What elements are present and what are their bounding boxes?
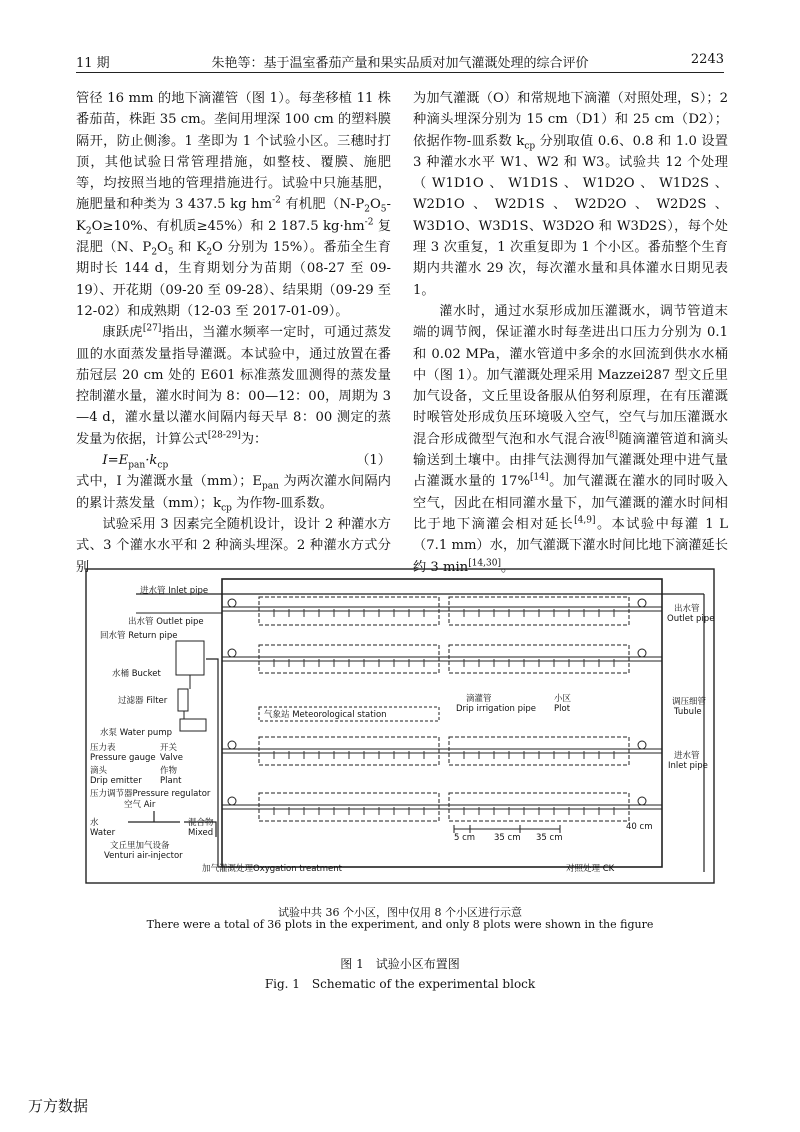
citation: [27] — [142, 323, 162, 334]
label-oxygation: 加气灌溉处理Oxygation treatment — [202, 864, 342, 874]
label-water-pump: 水泵 Water pump — [100, 728, 172, 738]
figure-caption-en: Fig. 1 Schematic of the experimental block — [264, 977, 536, 991]
label-mixed-en: Mixed — [188, 828, 214, 838]
paragraph: 康跃虎[27]指出，当灌水频率一定时，可通过蒸发皿的水面蒸发量指导灌溉。本试验中，通过放置在番茄冠层 20 cm 处的 E601 标准蒸发皿测得的蒸发量控制灌水量，灌水时间为 8：00—12：00，周期为 3—4 d，灌水量以灌水间隔内每天早 8：00 测定的蒸发量为依据，计算公式[28-29]为： — [76, 323, 392, 447]
paragraph: 式中，I 为灌溉水量（mm）；$E_{pan}$ 为两次灌水间隔内的累计蒸发量（mm）；$k_{cp}$ 为作物-皿系数。 — [76, 474, 391, 514]
citation: [8] — [605, 430, 619, 441]
label-inlet-right-cn: 进水管 — [674, 751, 700, 761]
figure-note-cn: 试验中共 36 个小区，图中仅用 8 个小区进行示意 — [278, 906, 522, 919]
filter-shape — [178, 689, 188, 711]
figure-note-en: There were a total of 36 plots in the experiment, and only 8 plots were shown in the figure — [146, 918, 654, 931]
right-column — [413, 88, 728, 578]
running-header — [76, 50, 724, 73]
figure-caption-cn: 图 1 试验小区布置图 — [340, 957, 460, 971]
label-venturi-cn: 文丘里加气设备 — [110, 841, 170, 851]
label-tubule-cn: 调压细管 — [672, 697, 707, 707]
citation: [4,9] — [574, 515, 596, 526]
running-title: 朱艳等：基于温室番茄产量和果实品质对加气灌溉处理的综合评价 — [211, 56, 589, 71]
issue-number: 11 期 — [76, 56, 110, 71]
pressure-gauges — [228, 599, 646, 805]
label-dim-35a: 35 cm — [494, 833, 521, 843]
citation: [14,30] — [468, 558, 501, 569]
label-water-cn: 水 — [90, 818, 99, 828]
paragraph: 灌水时，通过水泵形成加压灌溉水，调节管道末端的调节阀，保证灌水时每垄进出口压力分别为 0.1 和 0.02 MPa，灌水管道中多余的水回流到供水水桶中（图 1）。加气灌溉处理采用 Mazzei287 型文丘里加气设备，文丘里设备服从伯努利原理，在有压灌溉时喉管处形成负压环境吸入空气，空气与加压灌溉水混合形成微型气泡和水气混合液[8]随滴灌管道和滴头输送到土壤中。由排气法测得加气灌溉处理中进气量占灌溉水量的 17%[14]。加气灌溉在灌水的同时吸入空气，因此在相同灌水量下，加气灌溉的灌水时间相比于地下滴灌会相对延长[4,9]。本试验中每灌 1 L（7.1 mm）水，加气灌溉下灌水时间比地下滴灌延长约 3 min[14,30]。 — [413, 303, 729, 575]
label-mixed-cn: 混合物 — [188, 818, 214, 828]
label-valve-en: Valve — [160, 753, 183, 763]
label-plot-en: Plot — [554, 704, 571, 714]
label-tubule-en: Tubule — [674, 707, 702, 717]
label-inlet-pipe: 进水管 Inlet pipe — [140, 586, 209, 596]
label-plant-cn: 作物 — [160, 766, 178, 776]
plot-rows — [222, 597, 662, 821]
page-number: 2243 — [690, 52, 724, 67]
label-air: 空气 Air — [124, 800, 156, 810]
greenhouse-block — [222, 579, 662, 867]
citation: [28-29] — [207, 430, 241, 441]
pump-shape — [180, 719, 206, 731]
label-ck: 对照处理 CK — [566, 864, 615, 874]
paragraph: 管径 16 mm 的地下滴灌管（图 1）。每垄移植 11 株番茄苗，株距 35 cm。垄间用埋深 100 cm 的塑料膜隔开，防止侧渗。1 垄即为 1 个试验小区。三穗时打顶，其他试验日常管理措施，如整枝、覆膜、施肥等，均按照当地的管理措施进行。试验中只施基肥，施肥量和种类为 3 437.5 kg $hm^{-2}$ 有机肥（$N-P_2O_5-K_2O\ge 10\%$、有机质≥45%）和 2 187.5 $kg\cdot hm^{-2}$ 复混肥（N、$P_2O_5$ 和 $K_2O$ 分别为 15%）。番茄全生育期时长 144 d，生育期划分为苗期（08-27 至 09-19）、开花期（09-20 至 09-28）、结果期（09-29 至 12-02）和成熟期（12-03 至 2017-01-09）。 — [76, 91, 392, 319]
label-met-station: 气象站 Meteorological station — [264, 710, 387, 720]
label-valve-cn: 开关 — [160, 743, 178, 753]
label-pressure-gauge-en: Pressure gauge — [90, 753, 156, 763]
label-dim-40: 40 cm — [626, 822, 653, 832]
label-drip-pipe-cn: 滴灌管 — [466, 694, 492, 704]
label-drip-emitter-en: Drip emitter — [90, 776, 142, 786]
label-dim-35b: 35 cm — [536, 833, 563, 843]
label-bucket: 水桶 Bucket — [112, 669, 161, 679]
wanfang-logo: 万方数据 — [28, 1097, 89, 1115]
label-pressure-regulator: 压力调节器Pressure regulator — [90, 789, 211, 799]
citation: [14] — [529, 472, 549, 483]
equation-number: （1） — [356, 453, 391, 469]
figure-1-diagram — [84, 567, 716, 885]
bucket-shape — [176, 641, 204, 675]
left-column — [76, 88, 391, 578]
label-outlet-pipe: 出水管 Outlet pipe — [128, 617, 204, 627]
label-return-pipe: 回水管 Return pipe — [100, 631, 178, 641]
label-plot-cn: 小区 — [554, 694, 572, 704]
label-water-en: Water — [90, 828, 116, 838]
label-pressure-gauge-cn: 压力表 — [90, 743, 116, 753]
label-inlet-right-en: Inlet pipe — [668, 761, 708, 771]
label-outlet-right-cn: 出水管 — [674, 604, 700, 614]
paragraph: 为加气灌溉（O）和常规地下滴灌（对照处理，S）；2 种滴头埋深分别为 15 cm（D1）和 25 cm（D2）；依据作物-皿系数 $k_{cp}$ 分别取值 0.6、0.8 和 1.0 设置 3 种灌水水平 W1、W2 和 W3。试验共 12 个处理（W1D1O、W1D1S、W1D2O、W1D2S、W2D1O、W2D1S、W2D2O、W2D2S、W3D1O、W3D1S、W3D2O 和 W3D2S），每个处理 3 次重复，1 次重复即为 1 个小区。番茄整个生育期内共灌水 29 次，每次灌水量和具体灌水日期见表 1。 — [413, 91, 728, 298]
label-plant-en: Plant — [160, 776, 182, 786]
label-drip-pipe-en: Drip irrigation pipe — [456, 704, 537, 714]
label-dim-5: 5 cm — [454, 833, 476, 843]
paragraph: 试验采用 3 因素完全随机设计，设计 2 种灌水方式、3 个灌水水平和 2 种滴头埋深。2 种灌水方式分别 — [76, 516, 391, 575]
label-outlet-right-en: Outlet pipe — [667, 614, 715, 624]
label-filter: 过滤器 Filter — [118, 696, 168, 706]
label-drip-emitter-cn: 滴头 — [90, 766, 108, 776]
label-venturi-en: Venturi air-injector — [104, 851, 183, 861]
equation-1: $I=E_{pan}\cdot k_{cp}$ （1） — [76, 450, 391, 471]
